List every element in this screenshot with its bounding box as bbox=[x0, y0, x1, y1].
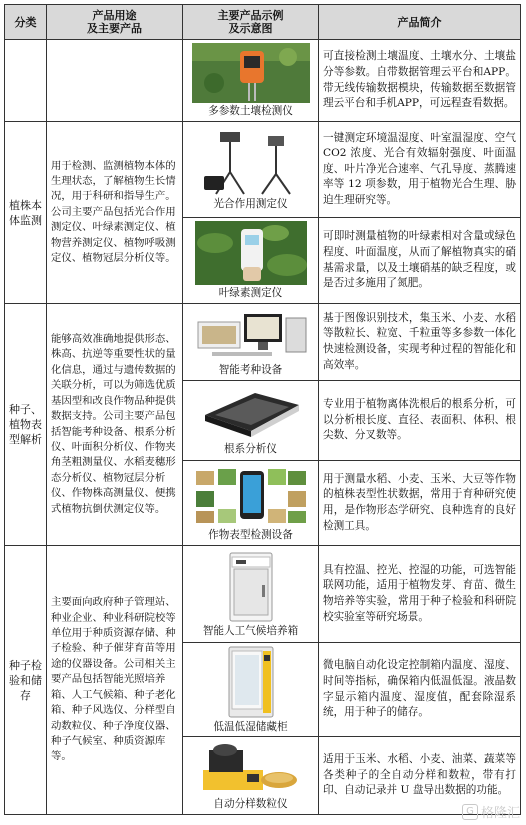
example-caption: 智能考种设备 bbox=[218, 363, 283, 376]
example-caption: 低温低湿储藏柜 bbox=[213, 721, 288, 733]
header-row bbox=[5, 5, 521, 40]
example-cell bbox=[183, 737, 319, 815]
intro-cell: 基于图像识别技术，集玉米、小麦、水稻等散粒长、粒宽、千粒重等多参数一体化快速检测设备，实现考种过程的智能化和高效率。 bbox=[319, 304, 521, 381]
crop-phenotype-device-image bbox=[192, 465, 310, 527]
example-cell bbox=[183, 643, 319, 737]
watermark-text: 格隆汇 bbox=[480, 806, 520, 821]
header-usage: 产品用途 及主要产品 bbox=[47, 5, 183, 40]
intro-cell: 适用于玉米、水稻、小麦、油菜、蔬菜等各类种子的全自动分样和数粒，带有打印、自动记录并 U 盘导出数据的功能。 bbox=[319, 737, 521, 815]
intro-cell: 具有控温、控光、控湿的功能，可选智能联网功能，适用于植物发芽、育苗、微生物培养等实验，常用于种子检验和科研院校实验室等研究场景。 bbox=[319, 546, 521, 643]
climate-incubator-image bbox=[216, 551, 286, 623]
storage-cabinet-image bbox=[215, 645, 287, 719]
product-table bbox=[4, 4, 521, 815]
example-caption: 智能人工气候培养箱 bbox=[202, 624, 299, 637]
usage-cell: 能够高效准确地提供形态、株高、抗逆等重要性状的量化信息，通过与遗传数据的关联分析，可以为筛选优质基因型和改良作物品种提供数据支持。公司主要产品包括智能考种设备、根系分析仪、叶面积分析仪、作物夹角茎粗测量仪、水稻麦穗形态分析仪、植物冠层分析仪、作物株高测量仪、便携式植物抗倒伏测定仪等。 bbox=[47, 304, 183, 546]
table-row bbox=[5, 122, 521, 218]
table-row bbox=[5, 304, 521, 381]
root-analyzer-image bbox=[195, 385, 307, 441]
intro-cell: 可直接检测土壤温度、土壤水分、土壤盐分等参数。自带数据管理云平台和APP。带无线传输数据模块，传输数据至数据管理云平台和手机APP，可远程查看数据。 bbox=[319, 40, 521, 122]
intro-cell: 专业用于植物离体洗根后的根系分析，可以分析根长度、直径、表面积、体积、根尖数、分叉数等。 bbox=[319, 381, 521, 461]
usage-cell: 主要面向政府种子管理站、种业企业、种业科研院校等单位用于种质资源存储、种子检验、种子催芽育苗等用途的仪器设备。公司相关主要产品包括智能光照培养箱、人工气候箱、种子老化箱、种子风选仪、分样型自动数粒仪、种子净度仪器、种子气候室、种质资源库等。 bbox=[47, 546, 183, 815]
intro-cell: 微电脑自动化设定控制箱内温度、湿度、时间等指标，确保箱内低温低湿。液晶数字显示箱内温度、湿度值，配套除湿系统，用于种子的储存。 bbox=[319, 643, 521, 737]
example-cell bbox=[183, 304, 319, 381]
example-cell bbox=[183, 218, 319, 304]
soil-detector-image bbox=[192, 43, 310, 103]
usage-cell: 用于检测、监测植物本体的生理状态，了解植物生长情况，用于科研和指导生产。公司主要产品包括光合作用测定仪、叶绿素测定仪、植物营养测定仪、植物呼吸测定仪、植物冠层分析仪等。 bbox=[47, 122, 183, 304]
example-caption: 叶绿素测定仪 bbox=[218, 287, 283, 299]
example-caption: 多参数土壤检测仪 bbox=[208, 105, 293, 117]
watermark bbox=[462, 802, 520, 821]
header-examples: 主要产品示例 及示意图 bbox=[183, 5, 319, 40]
example-cell bbox=[183, 461, 319, 546]
seed-testing-device-image bbox=[192, 308, 310, 362]
example-caption: 自动分样数粒仪 bbox=[213, 798, 288, 810]
intro-cell: 可即时测量植物的叶绿素相对含量或绿色程度、叶面温度，从而了解植物真实的硝基需求量，以及土壤硝基的缺乏程度，或是否过多施用了氮肥。 bbox=[319, 218, 521, 304]
watermark-logo-icon: G bbox=[462, 804, 478, 820]
table-row bbox=[5, 40, 521, 122]
header-intro: 产品简介 bbox=[319, 5, 521, 40]
chlorophyll-meter-image bbox=[195, 221, 307, 285]
example-caption: 根系分析仪 bbox=[224, 443, 277, 455]
intro-cell: 一键测定环境温湿度、叶室温湿度、空气 CO2 浓度、光合有效辐射强度、叶面温度、叶片净光合速率、气孔导度、蒸腾速率等 12 项参数，用于植物光合生理、胁迫生理研究等。 bbox=[319, 122, 521, 218]
photosynthesis-meter-image bbox=[196, 128, 306, 196]
category-cell: 种子检验和储存 bbox=[5, 546, 47, 815]
example-caption: 作物表型检测设备 bbox=[208, 528, 293, 541]
example-cell bbox=[183, 546, 319, 643]
category-cell-empty bbox=[5, 40, 47, 122]
example-cell bbox=[183, 40, 319, 122]
usage-cell-empty bbox=[47, 40, 183, 122]
category-cell: 种子、植物表型解析 bbox=[5, 304, 47, 546]
category-cell: 植株本体监测 bbox=[5, 122, 47, 304]
intro-cell: 用于测量水稻、小麦、玉米、大豆等作物的植株表型性状数据，常用于育种研究使用，是作物形态学研究、良种选育的良好检测工具。 bbox=[319, 461, 521, 546]
example-caption: 光合作用测定仪 bbox=[213, 198, 288, 210]
seed-counter-image bbox=[195, 740, 307, 796]
header-category: 分类 bbox=[5, 5, 47, 40]
table-row bbox=[5, 546, 521, 643]
example-cell bbox=[183, 381, 319, 461]
example-cell bbox=[183, 122, 319, 218]
